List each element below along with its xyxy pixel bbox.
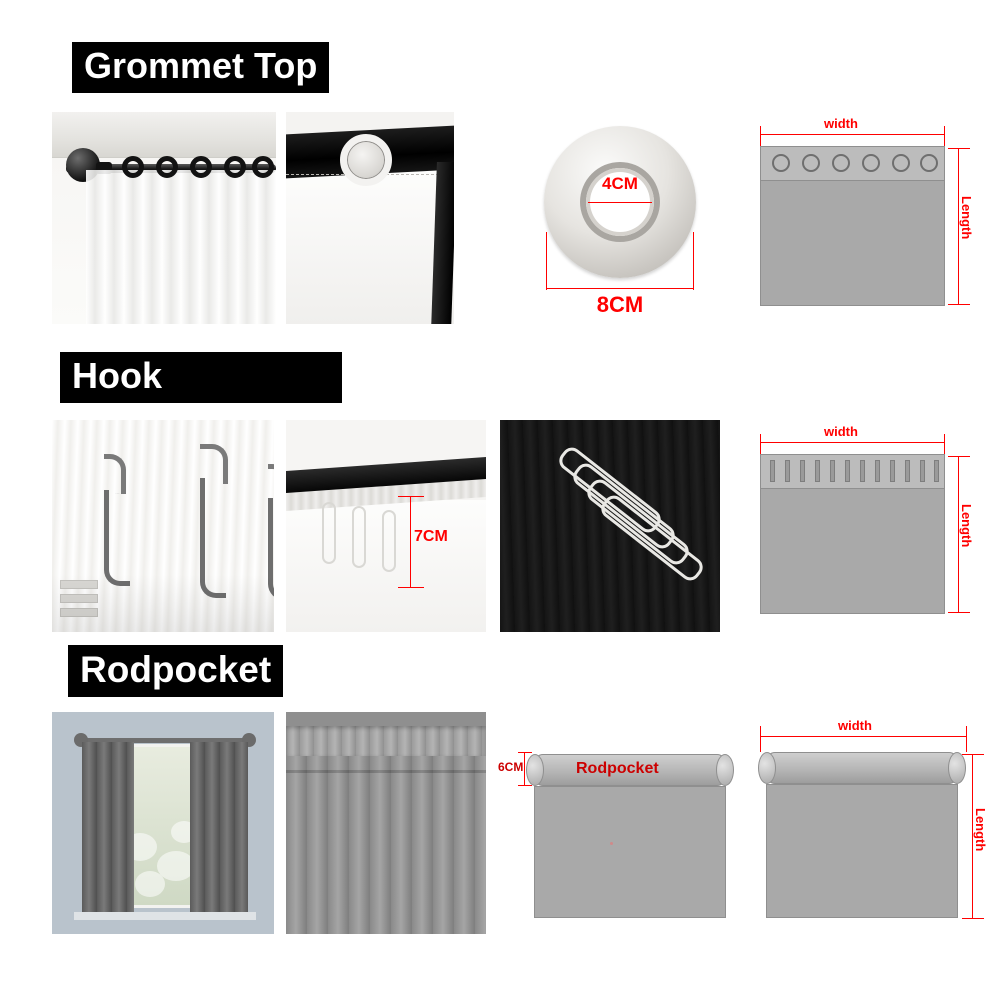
width-label: width xyxy=(824,424,858,439)
pocket-height-label: 6CM xyxy=(498,760,524,774)
rod-pocket-end-right xyxy=(716,754,734,786)
rod-pocket-bar xyxy=(766,752,958,784)
width-tick-right xyxy=(966,726,967,752)
height-tick-bottom xyxy=(398,587,424,588)
length-tick-bottom xyxy=(962,918,984,919)
length-tick-top xyxy=(948,148,970,149)
inner-diameter-label-wrap xyxy=(586,174,654,194)
hook-upper-curve xyxy=(104,454,126,494)
width-tick-left xyxy=(760,126,761,148)
photo-white-pin-hooks xyxy=(500,420,720,632)
curtain-pleats xyxy=(286,734,486,934)
shadow-overlay xyxy=(52,574,274,632)
grommet-ring xyxy=(920,154,938,172)
photo-rodpocket-closeup xyxy=(286,712,486,934)
photo-grommet-closeup xyxy=(286,112,454,324)
hook-slot xyxy=(830,460,835,482)
section-title-hook: Hook xyxy=(60,352,342,403)
pin-hook xyxy=(352,506,366,568)
pleat-height-label: 7CM xyxy=(414,528,448,545)
rod-pocket-end-right xyxy=(948,752,966,784)
plant-leaf xyxy=(135,871,165,897)
length-tick-top xyxy=(962,754,984,755)
photo-metal-hooks xyxy=(52,420,274,632)
hook-slot xyxy=(785,460,790,482)
diagram-hook-panel xyxy=(752,420,984,632)
height-tick-top xyxy=(398,496,424,497)
width-label: width xyxy=(824,116,858,131)
inner-diameter-line xyxy=(588,202,652,203)
hook-slot xyxy=(770,460,775,482)
photo-pleat-tape-dimension xyxy=(286,420,486,632)
rod-pocket-end-left xyxy=(758,752,776,784)
diagram-rodpocket-panel xyxy=(752,712,988,934)
width-tick-right xyxy=(944,434,945,456)
grommet-ring xyxy=(252,156,274,178)
hook-slot xyxy=(920,460,925,482)
width-label: width xyxy=(838,718,872,733)
section-title-rodpocket: Rodpocket xyxy=(68,645,283,697)
rodpocket-text-label: Rodpocket xyxy=(576,760,659,777)
grommet-ring xyxy=(862,154,880,172)
pin-hook xyxy=(322,502,336,564)
width-tick-right xyxy=(944,126,945,148)
curtain-left-panel xyxy=(82,742,134,912)
hook-slot xyxy=(845,460,850,482)
pocket-height-dim-line xyxy=(524,752,525,786)
width-dim-line xyxy=(760,736,967,737)
length-tick-top xyxy=(948,456,970,457)
pocket-stitch-line xyxy=(286,770,486,773)
curtain-right-panel xyxy=(190,742,248,912)
hook-slot xyxy=(890,460,895,482)
pin-hook xyxy=(382,510,396,572)
pocket-height-tick-top xyxy=(518,752,532,753)
panel-body xyxy=(534,786,726,918)
center-dot-marker xyxy=(610,842,613,845)
length-tick-bottom xyxy=(948,612,970,613)
metal-hook xyxy=(104,490,130,586)
hook-slot xyxy=(905,460,910,482)
grommet-ring xyxy=(122,156,144,178)
inner-diameter-label: 4CM xyxy=(602,174,638,193)
width-dim-line xyxy=(760,442,945,443)
photo-curtain-on-rod xyxy=(52,112,276,324)
diagram-grommet-panel xyxy=(752,112,984,324)
hook-slot xyxy=(860,460,865,482)
panel-body xyxy=(760,180,945,306)
grommet-ring xyxy=(156,156,178,178)
rod-pocket-end-left xyxy=(526,754,544,786)
panel-body xyxy=(760,488,945,614)
section-title-grommet-top: Grommet Top xyxy=(72,42,329,93)
hook-slot xyxy=(934,460,939,482)
grommet-ring xyxy=(832,154,850,172)
grommet-ring xyxy=(224,156,246,178)
outer-diameter-label: 8CM xyxy=(596,292,644,317)
window-sill xyxy=(74,912,256,920)
pin-hook xyxy=(597,492,706,585)
grommet-ring xyxy=(892,154,910,172)
diagram-rodpocket-detail xyxy=(500,712,732,934)
width-dim-line xyxy=(760,134,945,135)
panel-body xyxy=(766,784,958,918)
height-dim-line xyxy=(410,496,411,588)
curtain-fabric xyxy=(286,170,454,324)
photo-window-with-curtains xyxy=(52,712,274,934)
width-tick-left xyxy=(760,726,761,752)
grommet-hole xyxy=(348,142,384,178)
outer-dim-tick-right xyxy=(693,232,694,290)
hook-slot xyxy=(815,460,820,482)
outer-dim-tick-left xyxy=(546,232,547,290)
hook-slot xyxy=(800,460,805,482)
grommet-ring xyxy=(772,154,790,172)
length-label: Length xyxy=(959,196,974,240)
length-label: Length xyxy=(973,808,988,852)
hook-slot xyxy=(875,460,880,482)
length-tick-bottom xyxy=(948,304,970,305)
sheer-curtain-fabric xyxy=(86,170,276,324)
pocket-height-tick-bottom xyxy=(518,785,532,786)
rod-pocket-opening xyxy=(286,726,486,756)
grommet-ring xyxy=(190,156,212,178)
grommet-ring xyxy=(802,154,820,172)
length-label: Length xyxy=(959,504,974,548)
outer-diameter-line xyxy=(546,288,694,289)
photo-grommet-ring-dimensions xyxy=(500,112,720,324)
width-tick-left xyxy=(760,434,761,456)
